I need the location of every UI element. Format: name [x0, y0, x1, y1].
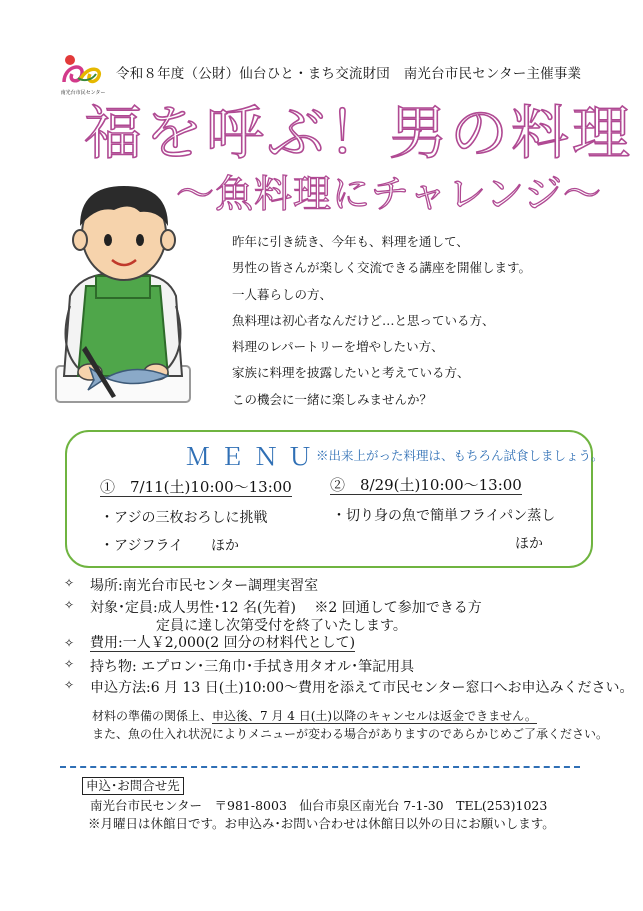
- detail-target: [64, 597, 482, 617]
- organizer-line: 令和８年度（公財）仙台ひと・まち交流財団 南光台市民センター主催事業: [116, 66, 582, 82]
- place-text: 場所:南光台市民センター調理実習室: [90, 578, 319, 594]
- detail-bring: [64, 656, 414, 676]
- target-note: 定員に達し次第受付を終了いたします。: [156, 618, 407, 634]
- session1-date: ① 7/11(土)10:00～13:00: [100, 478, 292, 496]
- session1-item: ・アジの三枚おろしに挑戦: [100, 510, 268, 526]
- detail-place: [64, 575, 318, 595]
- intro-line: 料理のレパートリーを増やしたい方、: [232, 339, 444, 355]
- sparkle-icon: ✧: [64, 636, 75, 650]
- detail-fee: [64, 635, 355, 652]
- intro-line: 家族に料理を披露したいと考えている方、: [232, 365, 470, 381]
- menu-note: ※出来上がった料理は、もちろん試食しましょう。: [316, 448, 604, 463]
- notice-line2: また、魚の仕入れ状況によりメニューが変わる場合がありますのであらかじめご了承ください。: [92, 727, 609, 741]
- sparkle-icon: ✧: [64, 598, 75, 612]
- page-subtitle: ～魚料理にチャレンジ～: [176, 172, 602, 216]
- contact-label: 申込･お問合せ先: [82, 777, 184, 795]
- fee-text: 費用:一人￥2,000(2 回分の材料代として): [90, 635, 356, 651]
- intro-line: 昨年に引き続き、今年も、料理を通して、: [232, 234, 469, 249]
- intro-text: [232, 232, 612, 416]
- sparkle-icon: ✧: [64, 678, 75, 692]
- page-title: 福を呼ぶ！男の料理: [84, 99, 634, 167]
- sparkle-icon: ✧: [64, 657, 75, 671]
- bring-text: 持ち物: エプロン･三角巾･手拭き用タオル･筆記用具: [90, 659, 415, 675]
- intro-line: 男性の皆さんが楽しく交流できる講座を開催します。: [232, 260, 532, 276]
- detail-apply: [64, 677, 634, 697]
- notice: [92, 707, 608, 743]
- session2-item: ・切り身の魚で簡単フライパン蒸し: [332, 508, 556, 524]
- menu-title: ＭＥＮＵ: [186, 443, 322, 471]
- center-logo: [58, 52, 108, 96]
- session2-item: ほか: [515, 536, 543, 552]
- apply-text: 申込方法:6 月 13 日(土)10:00～費用を添えて市民センター窓口へお申込みください。: [90, 680, 634, 696]
- intro-line: この機会に一緒に楽しみませんか？: [232, 391, 433, 407]
- logo-caption: 南光台市民センター: [60, 90, 106, 96]
- session1-item: ・アジフライ ほか: [100, 538, 240, 554]
- contact-note: ※月曜日は休館日です。お申込み･お問い合わせは休館日以外の日にお願いします。: [88, 816, 555, 831]
- chef-illustration: [50, 176, 198, 412]
- session2-date: ② 8/29(土)10:00～13:00: [330, 476, 522, 494]
- cancel-policy: 申込後、7 月 4 日(土)以降のキャンセルは返金できません。: [212, 709, 537, 723]
- divider: [60, 766, 580, 768]
- contact-info: 南光台市民センター 〒981-8003 仙台市泉区南光台 7-1-30 TEL(253)1023: [90, 798, 548, 813]
- intro-line: 魚料理は初心者なんだけど…と思っている方、: [232, 312, 495, 328]
- notice-line1-pre: 材料の準備の関係上、: [92, 709, 213, 723]
- intro-line: 一人暮らしの方、: [232, 286, 333, 302]
- target-text: 対象･定員:成人男性･12 名(先着) ※2 回通して参加できる方: [90, 600, 482, 616]
- sparkle-icon: ✧: [64, 576, 75, 590]
